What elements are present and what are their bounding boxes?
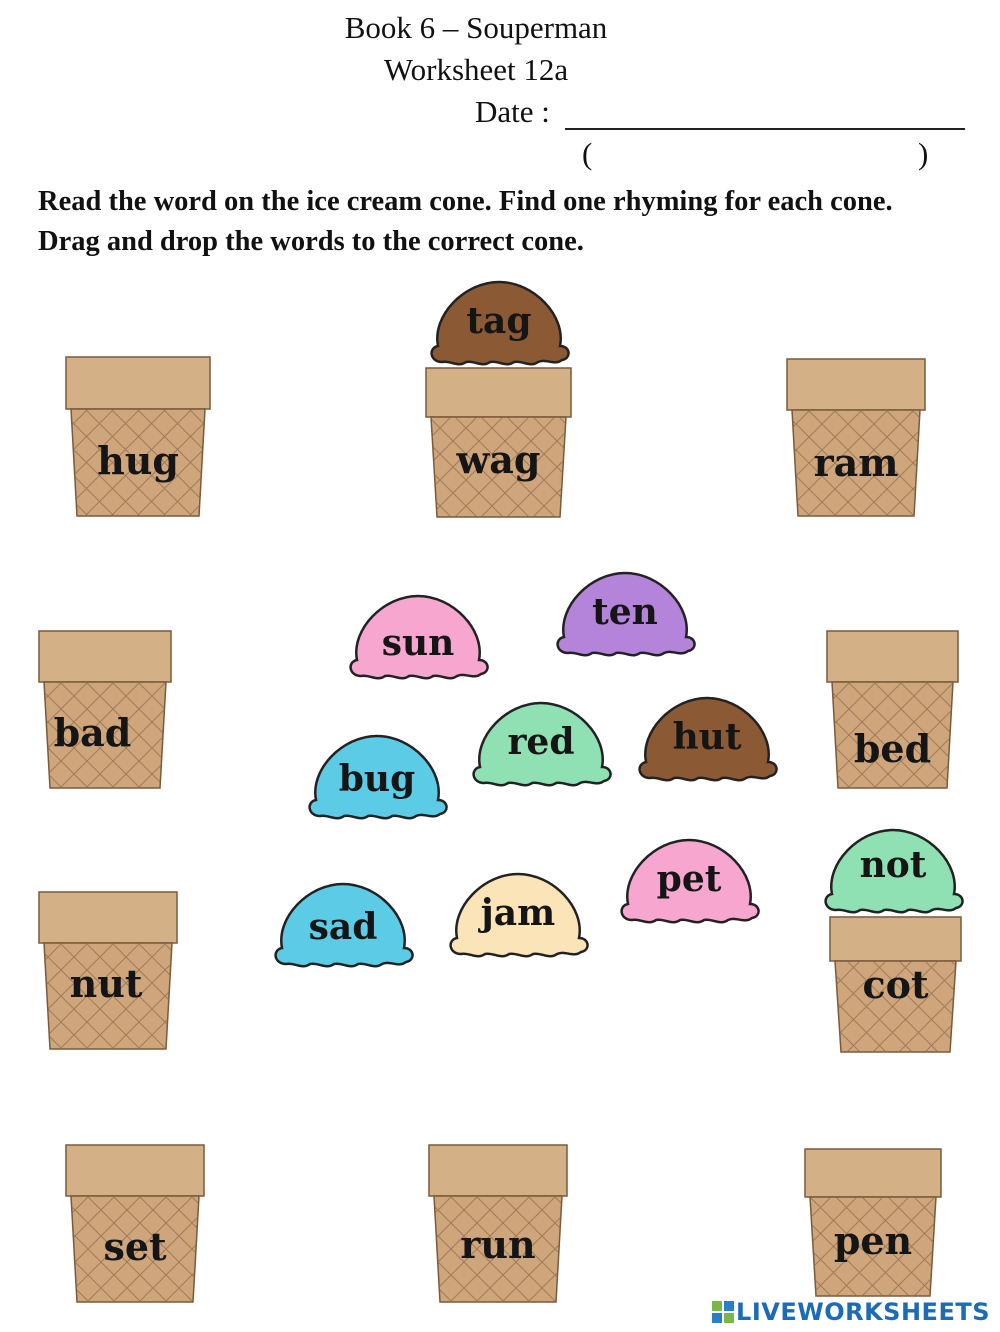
cone-pen[interactable]: [804, 1148, 942, 1298]
worksheet-book-title: Book 6 – Souperman: [344, 10, 608, 45]
scoop-hut[interactable]: [632, 692, 782, 784]
brand-text: LIVEWORKSHEETS: [736, 1298, 990, 1326]
cone-label: ram: [813, 440, 899, 485]
scoop-label: ten: [592, 591, 658, 633]
scoop-tag[interactable]: [424, 276, 574, 368]
cone-bad[interactable]: [38, 630, 172, 790]
cone-set[interactable]: [65, 1144, 205, 1304]
date-label: Date :: [475, 94, 550, 129]
scoop-label: not: [859, 844, 927, 886]
worksheet-number: Worksheet 12a: [383, 52, 569, 87]
scoop-ten[interactable]: [550, 567, 700, 659]
date-input-line[interactable]: [565, 128, 965, 130]
cone-label: bed: [853, 726, 932, 771]
scoop-sad[interactable]: [268, 878, 418, 970]
scoop-label: hut: [672, 716, 742, 758]
cone-label: cot: [862, 962, 929, 1007]
scoop-label: pet: [656, 858, 722, 900]
cone-icon: [65, 356, 211, 518]
cone-label: bad: [53, 710, 132, 755]
scoop-jam[interactable]: [443, 868, 593, 960]
paren-close: ): [918, 136, 929, 171]
cone-label: run: [460, 1222, 536, 1267]
scoop-label: bug: [338, 758, 416, 800]
liveworksheets-logo: [712, 1298, 990, 1326]
cone-label: nut: [69, 961, 143, 1006]
liveworksheets-logo-icon: [712, 1301, 734, 1323]
cone-label: pen: [833, 1218, 913, 1263]
scoop-label: jam: [480, 892, 556, 934]
scoop-not[interactable]: [818, 824, 968, 916]
cone-nut[interactable]: [38, 891, 178, 1051]
cone-bed[interactable]: [826, 630, 959, 790]
cone-cot[interactable]: [829, 916, 962, 1054]
cone-label: wag: [456, 437, 541, 482]
cone-hug[interactable]: [65, 356, 211, 518]
scoop-sun[interactable]: [343, 590, 493, 682]
scoop-pet[interactable]: [614, 834, 764, 926]
paren-open: (: [582, 136, 593, 171]
cone-label: set: [103, 1224, 167, 1269]
cone-wag[interactable]: [425, 367, 572, 519]
cone-label: hug: [97, 438, 179, 483]
scoop-label: sad: [308, 906, 378, 948]
cone-ram[interactable]: [786, 358, 926, 518]
cone-run[interactable]: [428, 1144, 568, 1304]
scoop-bug[interactable]: [302, 730, 452, 822]
scoop-red[interactable]: [466, 697, 616, 789]
scoop-label: red: [507, 721, 575, 763]
scoop-label: sun: [381, 622, 455, 664]
cone-icon: [786, 358, 926, 518]
scoop-label: tag: [466, 300, 532, 342]
instructions: Read the word on the ice cream cone. Find one rhyming for each cone. Drag and drop the words to the correct cone.: [38, 186, 893, 257]
